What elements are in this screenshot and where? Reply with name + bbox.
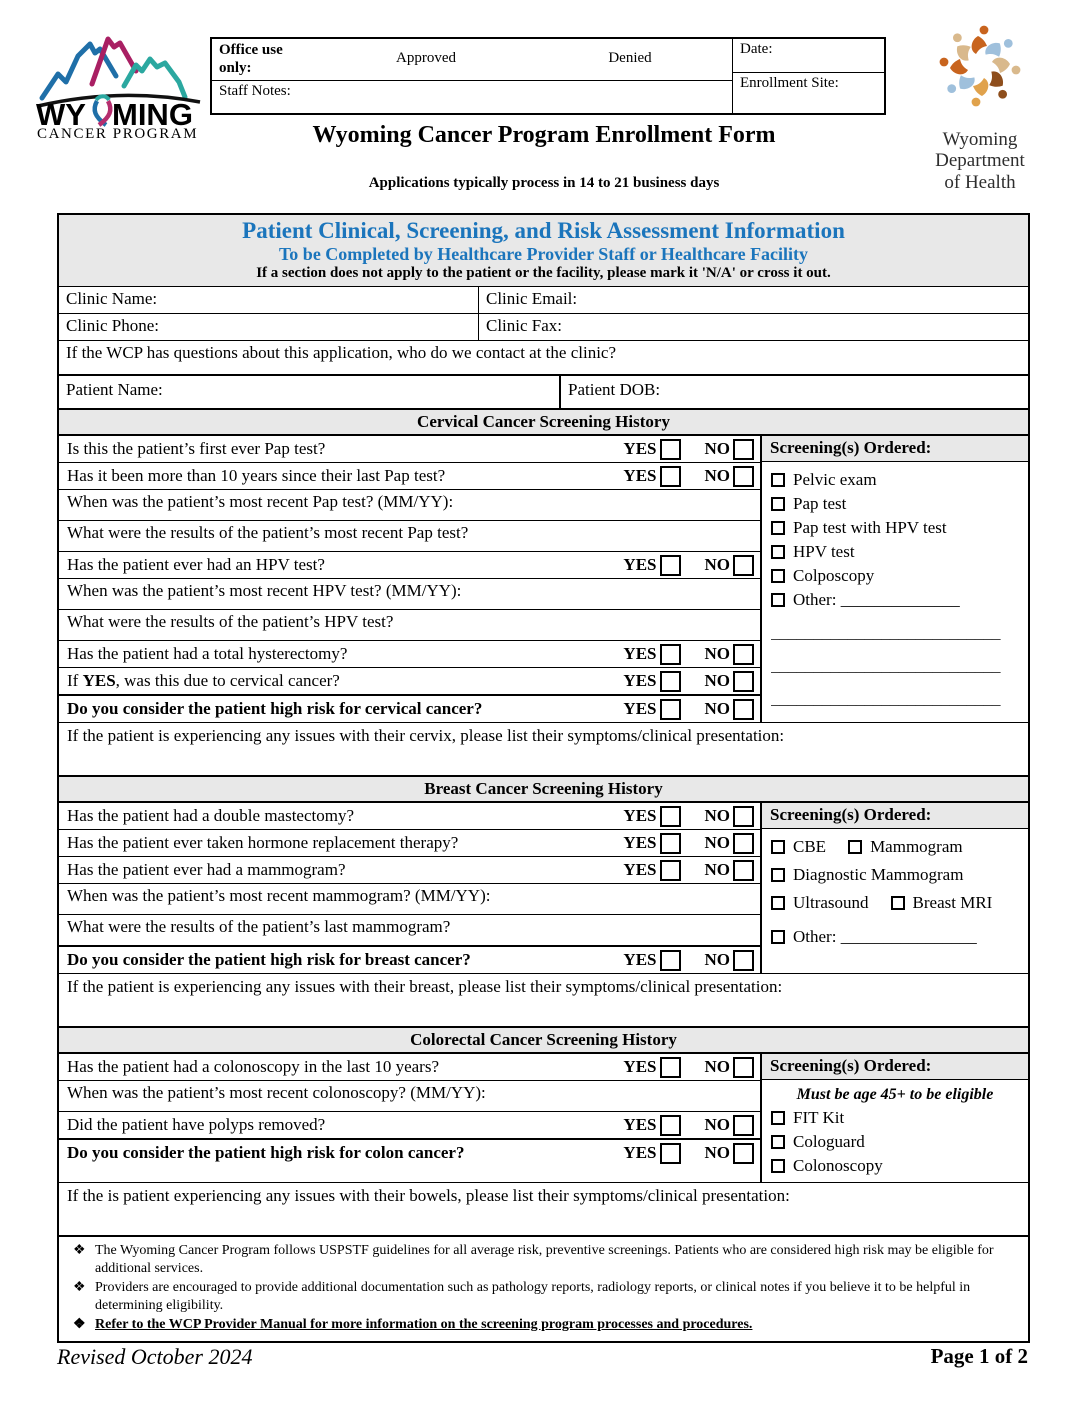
checkbox-breast-mri: Breast MRI <box>891 893 993 913</box>
page-title: Wyoming Cancer Program Enrollment Form <box>312 122 776 148</box>
screenings-ordered-header: Screening(s) Ordered: <box>762 436 1028 462</box>
question-high-risk-breast: Do you consider the patient high risk for breast cancer? YES NO <box>59 946 760 973</box>
checkbox-pap-test: Pap test <box>771 494 1019 514</box>
screenings-ordered-header: Screening(s) Ordered: <box>762 1054 1028 1080</box>
question-ten-years-pap: Has it been more than 10 years since their last Pap test? YES NO <box>59 463 760 490</box>
question-hpv-results[interactable]: What were the results of the patient’s HPV test? <box>59 610 760 641</box>
question-ever-hpv: Has the patient ever had an HPV test? YES NO <box>59 552 760 579</box>
clinic-phone-field[interactable]: Clinic Phone: <box>59 314 479 340</box>
no-checkbox[interactable] <box>733 439 754 460</box>
yes-label: YES <box>623 860 657 879</box>
clinic-fax-field[interactable]: Clinic Fax: <box>486 316 563 335</box>
program-notes <box>59 1235 1028 1341</box>
checkbox[interactable] <box>771 840 785 854</box>
yes-checkbox[interactable] <box>660 806 681 827</box>
colorectal-screenings-sidebar <box>760 1054 1028 1182</box>
diamond-bullet-icon: ❖ <box>73 1316 86 1332</box>
checkbox-pap-with-hpv: Pap test with HPV test <box>771 518 1019 538</box>
other-write-in-line[interactable]: ________________ <box>840 927 977 946</box>
no-label: NO <box>704 950 730 969</box>
staff-notes-field[interactable]: Staff Notes: <box>219 83 291 99</box>
question-recent-pap-date[interactable]: When was the patient’s most recent Pap test? (MM/YY): <box>59 490 760 521</box>
checkbox-ultrasound: Ultrasound <box>771 893 869 913</box>
note-uspstf: ❖ The Wyoming Cancer Program follows USPSTF guidelines for all average risk, preventive screenings. Patients who are considered high risk may be eligible for additional services. <box>69 1242 1018 1279</box>
checkbox[interactable] <box>771 593 785 607</box>
cervical-section-body <box>59 436 1028 723</box>
patient-name-dob-row <box>59 374 1028 408</box>
no-label: NO <box>704 671 730 690</box>
question-hormone-therapy: Has the patient ever taken hormone replacement therapy? YES NO <box>59 830 760 857</box>
no-label: NO <box>704 439 730 458</box>
checkbox[interactable] <box>848 840 862 854</box>
no-checkbox[interactable] <box>733 950 754 971</box>
no-label: NO <box>704 555 730 574</box>
clinic-name-email-row <box>59 287 1028 314</box>
checkbox[interactable] <box>771 896 785 910</box>
breast-screenings-sidebar <box>760 803 1028 973</box>
yes-checkbox[interactable] <box>660 699 681 720</box>
checkbox[interactable] <box>771 569 785 583</box>
yes-label: YES <box>623 466 657 485</box>
yes-checkbox[interactable] <box>660 439 681 460</box>
no-checkbox[interactable] <box>733 671 754 692</box>
approved-option[interactable]: Approved <box>396 50 456 66</box>
question-pap-results[interactable]: What were the results of the patient’s most recent Pap test? <box>59 521 760 552</box>
question-colonoscopy-ten-years: Has the patient had a colonoscopy in the last 10 years? YES NO <box>59 1054 760 1081</box>
checkbox[interactable] <box>771 473 785 487</box>
denied-option[interactable]: Denied <box>608 50 652 66</box>
question-polyps-removed: Did the patient have polyps removed? YES NO <box>59 1112 760 1139</box>
question-mammogram-results[interactable]: What were the results of the patient’s last mammogram? <box>59 915 760 946</box>
wyoming-department-of-health-logo <box>896 14 1064 193</box>
no-checkbox[interactable] <box>733 555 754 576</box>
note-provider-manual: ❖ Refer to the WCP Provider Manual for more information on the screening program processes and procedures. <box>69 1316 1018 1334</box>
colorectal-section-header: Colorectal Cancer Screening History <box>59 1026 1028 1054</box>
no-label: NO <box>704 466 730 485</box>
yes-label: YES <box>623 699 657 718</box>
yes-label: YES <box>623 833 657 852</box>
write-in-line[interactable]: ___________________________ <box>771 689 1001 708</box>
no-label: NO <box>704 806 730 825</box>
checkbox-diagnostic-mammogram: Diagnostic Mammogram <box>771 865 1019 885</box>
no-checkbox[interactable] <box>733 1143 754 1164</box>
colorectal-symptoms-field[interactable]: If the is patient experiencing any issues with their bowels, please list their symptoms/clinical presentation: <box>67 1186 790 1205</box>
patient-clinical-table <box>57 213 1030 1343</box>
svg-text:CANCER PROGRAM: CANCER PROGRAM <box>37 126 199 140</box>
checkbox-mammogram: Mammogram <box>848 837 963 857</box>
date-field[interactable]: Date: <box>733 39 884 73</box>
breast-symptoms-field[interactable]: If the patient is experiencing any issues with their breast, please list their symptoms/clinical presentation: <box>67 977 783 996</box>
question-ever-mammogram: Has the patient ever had a mammogram? YES NO <box>59 857 760 884</box>
yes-checkbox[interactable] <box>660 466 681 487</box>
yes-checkbox[interactable] <box>660 1143 681 1164</box>
age-eligibility-note: Must be age 45+ to be eligible <box>796 1086 994 1103</box>
question-recent-colonoscopy-date[interactable]: When was the patient’s most recent colonoscopy? (MM/YY): <box>59 1081 760 1112</box>
checkbox[interactable] <box>771 1159 785 1173</box>
enrollment-site-field[interactable]: Enrollment Site: <box>740 75 839 91</box>
yes-label: YES <box>623 671 657 690</box>
no-checkbox[interactable] <box>733 806 754 827</box>
checkbox-hpv-test: HPV test <box>771 542 1019 562</box>
cervical-screenings-sidebar <box>760 436 1028 722</box>
yes-checkbox[interactable] <box>660 1057 681 1078</box>
checkbox-colposcopy: Colposcopy <box>771 566 1019 586</box>
checkbox-other: Other: ______________ <box>771 590 1019 610</box>
no-label: NO <box>704 699 730 718</box>
yes-label: YES <box>623 1057 657 1076</box>
checkbox-pelvic-exam: Pelvic exam <box>771 470 1019 490</box>
patient-name-field[interactable]: Patient Name: <box>59 376 561 408</box>
no-checkbox[interactable] <box>733 699 754 720</box>
yes-checkbox[interactable] <box>660 1115 681 1136</box>
checkbox[interactable] <box>771 1135 785 1149</box>
no-label: NO <box>704 1057 730 1076</box>
yes-label: YES <box>623 439 657 458</box>
question-recent-mammogram-date[interactable]: When was the patient’s most recent mammogram? (MM/YY): <box>59 884 760 915</box>
wcp-contact-field[interactable]: If the WCP has questions about this application, who do we contact at the clinic? <box>66 343 617 362</box>
other-write-in-line[interactable]: ______________ <box>840 590 960 609</box>
wdh-logo-text: Wyoming Department of Health <box>935 129 1025 193</box>
yes-checkbox[interactable] <box>660 950 681 971</box>
clinic-email-field[interactable]: Clinic Email: <box>486 289 578 308</box>
svg-text:WY: WY <box>36 97 86 132</box>
page-subtitle: Applications typically process in 14 to 21 business days <box>368 175 720 191</box>
note-documentation: ❖ Providers are encouraged to provide additional documentation such as pathology reports, radiology reports, or clinical notes if you believe it to be helpful in determining eligibility. <box>69 1279 1018 1316</box>
checkbox-fit-kit: FIT Kit <box>771 1108 1019 1128</box>
yes-checkbox[interactable] <box>660 671 681 692</box>
cervical-symptoms-field[interactable]: If the patient is experiencing any issues with their cervix, please list their symptoms/clinical presentation: <box>67 726 785 745</box>
checkbox[interactable] <box>771 868 785 882</box>
no-checkbox[interactable] <box>733 860 754 881</box>
question-hysterectomy: Has the patient had a total hysterectomy? YES NO <box>59 641 760 668</box>
yes-label: YES <box>623 555 657 574</box>
yes-label: YES <box>623 806 657 825</box>
office-use-label: Office use only: <box>219 42 283 76</box>
checkbox[interactable] <box>771 930 785 944</box>
checkbox[interactable] <box>771 497 785 511</box>
people-circle-logo-icon <box>910 14 1050 122</box>
yes-checkbox[interactable] <box>660 860 681 881</box>
yes-label: YES <box>623 950 657 969</box>
intro-title: Patient Clinical, Screening, and Risk Assessment Information <box>242 218 845 243</box>
intro-subtitle: To be Completed by Healthcare Provider Staff or Healthcare Facility <box>278 244 809 264</box>
clinic-phone-fax-row <box>59 314 1028 341</box>
intro-instruction: If a section does not apply to the patient or the facility, please mark it 'N/A' or cross it out. <box>256 265 831 281</box>
yes-label: YES <box>623 1115 657 1134</box>
checkbox[interactable] <box>891 896 905 910</box>
checkbox-other: Other: ________________ <box>771 927 1019 947</box>
no-checkbox[interactable] <box>733 1115 754 1136</box>
no-checkbox[interactable] <box>733 1057 754 1078</box>
write-in-line[interactable]: ___________________________ <box>771 656 1001 675</box>
svg-text:MING: MING <box>112 97 193 132</box>
checkbox-cbe: CBE <box>771 837 826 857</box>
checkbox-colonoscopy: Colonoscopy <box>771 1156 1019 1176</box>
no-label: NO <box>704 1115 730 1134</box>
no-checkbox[interactable] <box>733 466 754 487</box>
yes-label: YES <box>623 1143 657 1162</box>
revision-date: Revised October 2024 <box>57 1344 253 1369</box>
office-use-table <box>210 37 886 115</box>
section-intro-header <box>59 215 1028 287</box>
yes-label: YES <box>623 644 657 663</box>
no-checkbox[interactable] <box>733 833 754 854</box>
question-recent-hpv-date[interactable]: When was the patient’s most recent HPV test? (MM/YY): <box>59 579 760 610</box>
screenings-ordered-header: Screening(s) Ordered: <box>762 803 1028 829</box>
question-first-pap: Is this the patient’s first ever Pap test? YES NO <box>59 436 760 463</box>
question-double-mastectomy: Has the patient had a double mastectomy? YES NO <box>59 803 760 830</box>
yes-checkbox[interactable] <box>660 644 681 665</box>
no-checkbox[interactable] <box>733 644 754 665</box>
no-label: NO <box>704 833 730 852</box>
question-hysterectomy-cervical-cancer: If YES, was this due to cervical cancer? YES NO <box>59 668 760 695</box>
patient-dob-field[interactable]: Patient DOB: <box>568 380 661 399</box>
yes-checkbox[interactable] <box>660 555 681 576</box>
question-high-risk-colon: Do you consider the patient high risk for colon cancer? YES NO <box>59 1139 760 1166</box>
breast-section-header: Breast Cancer Screening History <box>59 775 1028 803</box>
diamond-bullet-icon: ❖ <box>73 1279 86 1295</box>
checkbox[interactable] <box>771 545 785 559</box>
question-high-risk-cervical: Do you consider the patient high risk for cervical cancer? YES NO <box>59 695 760 722</box>
cervical-section-header: Cervical Cancer Screening History <box>59 408 1028 436</box>
clinic-name-field[interactable]: Clinic Name: <box>59 287 479 313</box>
checkbox[interactable] <box>771 521 785 535</box>
checkbox-cologuard: Cologuard <box>771 1132 1019 1152</box>
yes-checkbox[interactable] <box>660 833 681 854</box>
write-in-line[interactable]: ___________________________ <box>771 623 1001 642</box>
checkbox[interactable] <box>771 1111 785 1125</box>
breast-section-body <box>59 803 1028 974</box>
colorectal-section-body <box>59 1054 1028 1183</box>
no-label: NO <box>704 860 730 879</box>
diamond-bullet-icon: ❖ <box>73 1243 86 1258</box>
no-label: NO <box>704 1143 730 1162</box>
no-label: NO <box>704 644 730 663</box>
page-number: Page 1 of 2 <box>930 1344 1028 1368</box>
wyoming-cancer-program-logo <box>36 24 204 140</box>
